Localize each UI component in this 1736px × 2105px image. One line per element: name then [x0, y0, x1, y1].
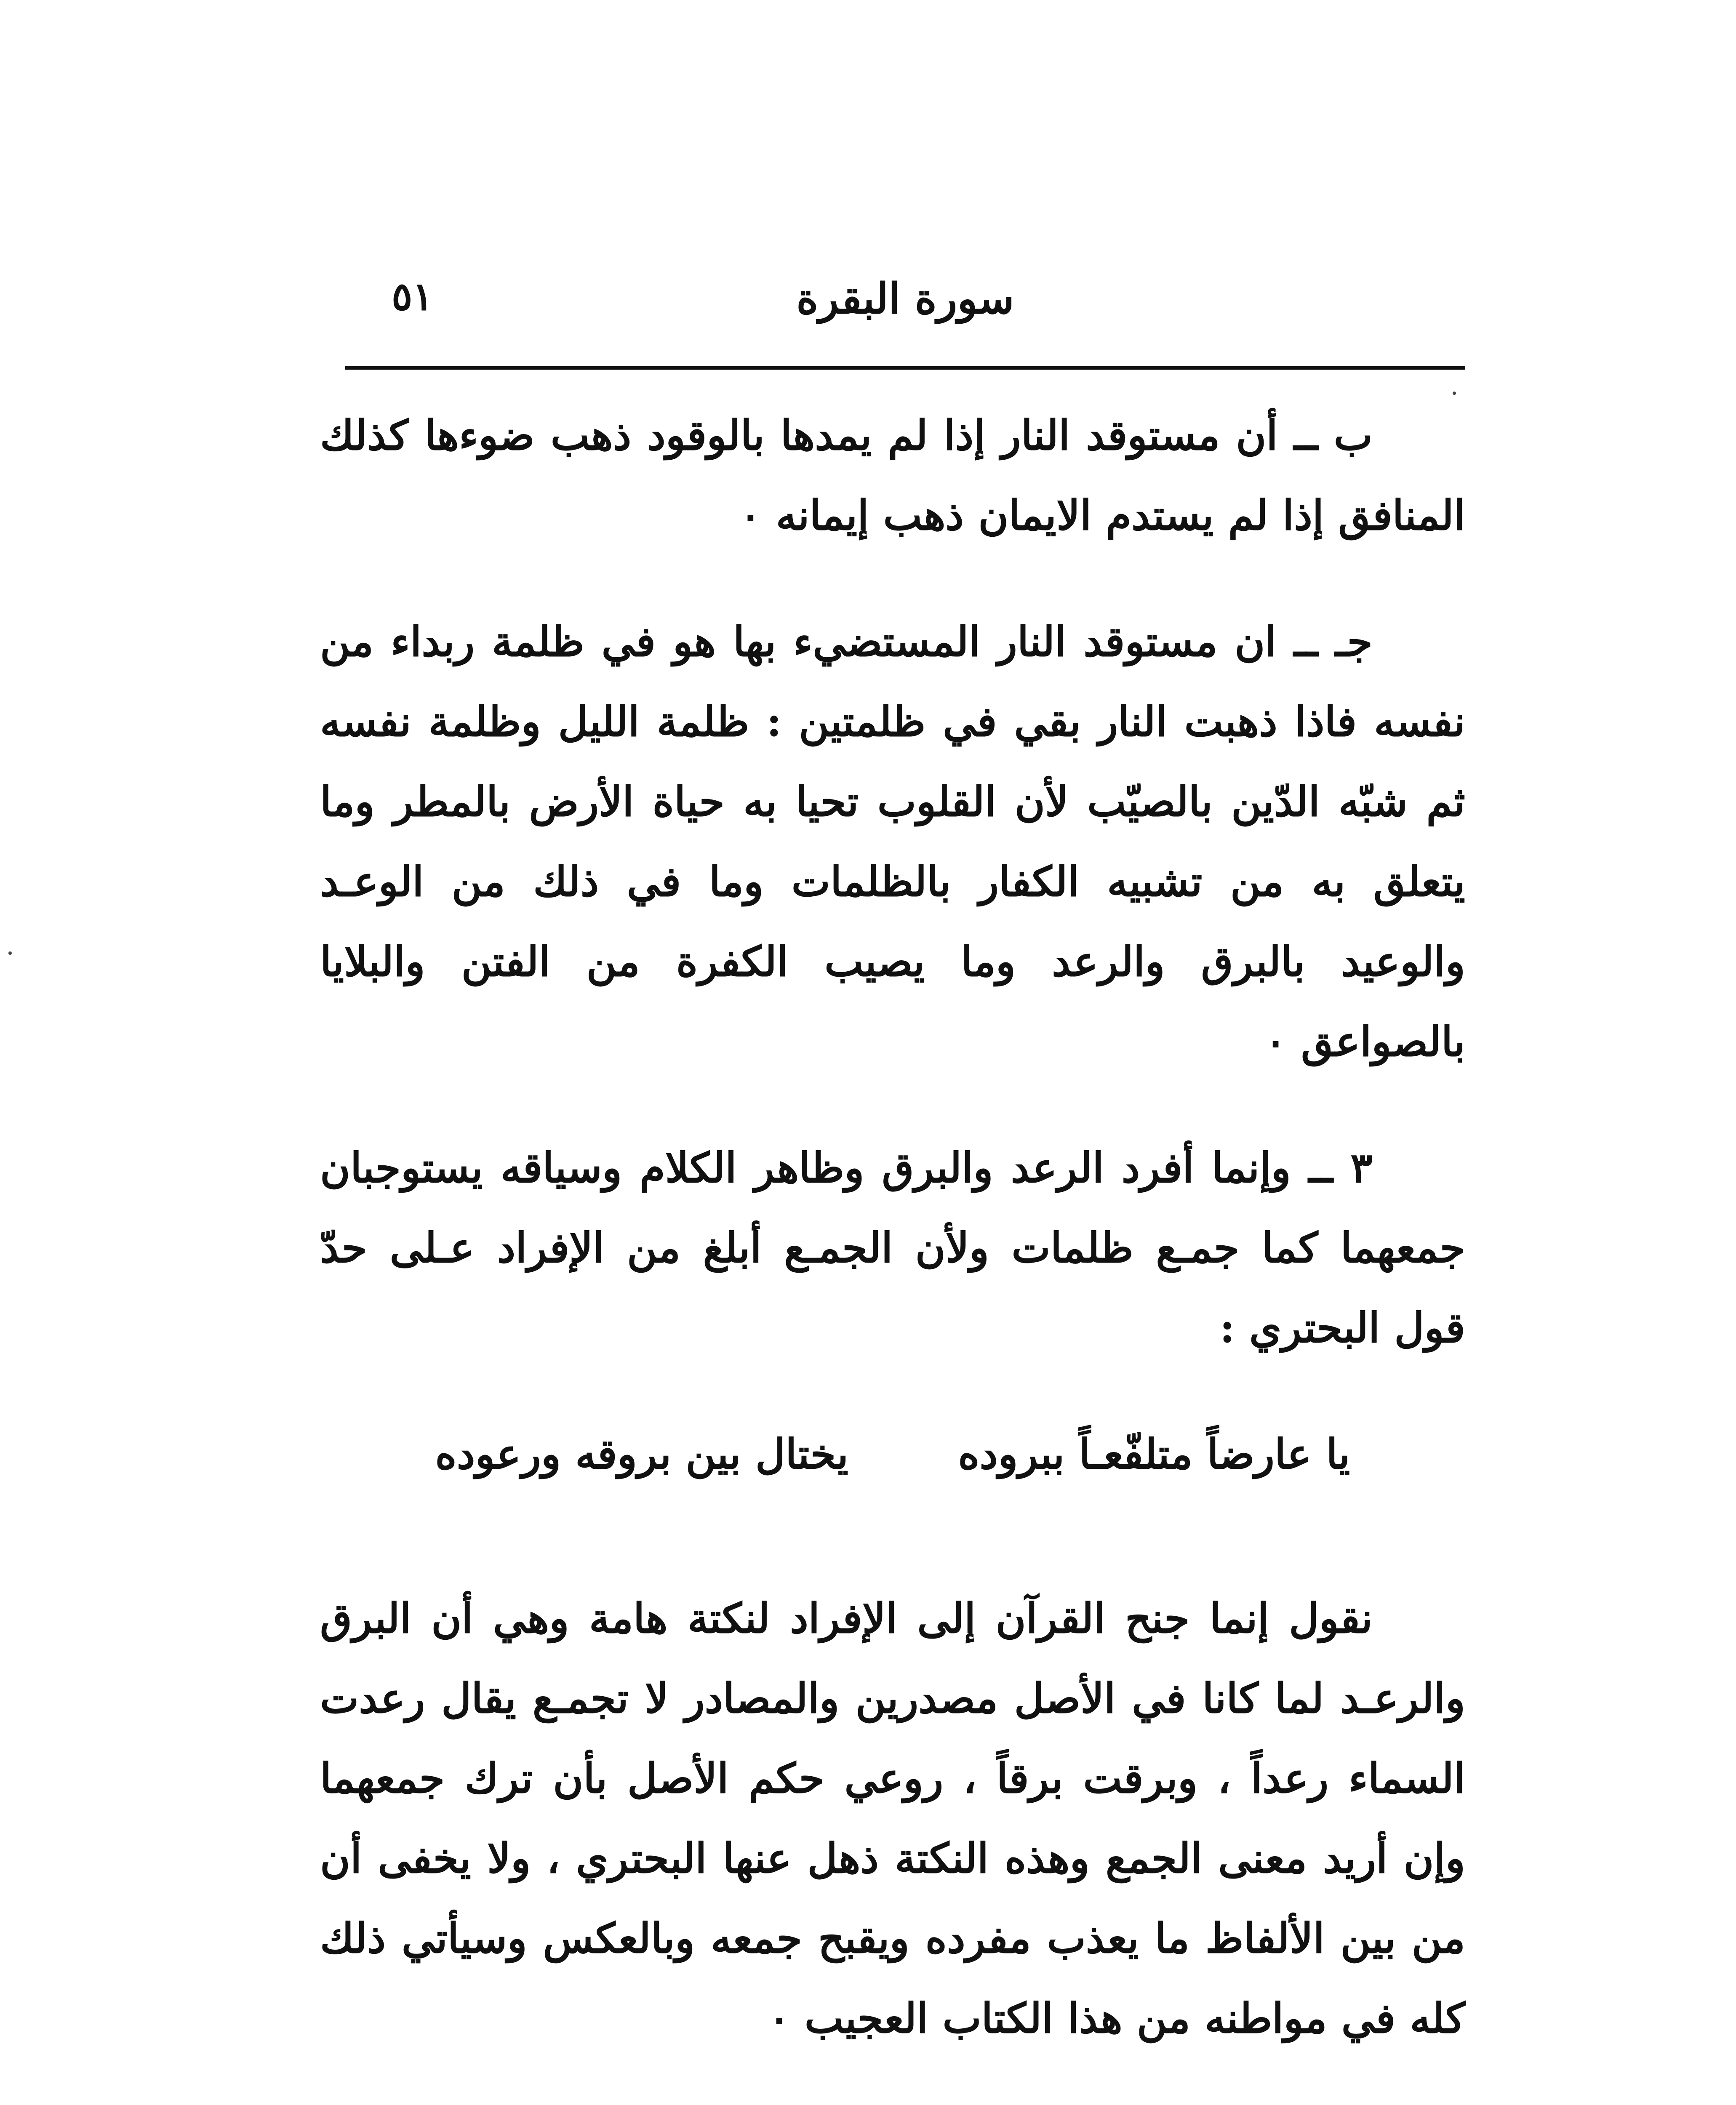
verse-first-hemistich: يا عارضاً متلفّعـاً ببروده: [958, 1430, 1350, 1479]
paragraph-b: ب ــ أن مستوقد النار إذا لم يمدها بالوقود ذهب ضوءها كذلك المنافق إذا لم يستدم الايمان ذهب إيمانه ٠: [320, 411, 1465, 540]
paragraph-jeem: جـ ــ ان مستوقد النار المستضيء بها هو في ظلمة ربداء من نفسه فاذا ذهبت النار بقي في ظلمتين : ظلمة الليل وظلمة نفسه ثم شبّه الدّين بالصيّب لأن القلوب تحيا به حياة الأرض بالمطر وما يتعلق به من تشبيه الكفار بالظلمات وما في ذلك من الوعـد والوعيد بالبرق والرعد وما يصيب الكفرة من الفتن والبلايا بالصواعق ٠: [320, 618, 1465, 1066]
scan-speck: [8, 951, 12, 955]
header-rule: [345, 366, 1465, 370]
page-number: ٥١: [392, 274, 433, 319]
verse-second-hemistich: يختال بين بروقه ورعوده: [435, 1430, 849, 1479]
poetry-verse: [320, 1415, 1465, 1495]
body-text: [320, 396, 1465, 2105]
scan-speck: [1453, 392, 1456, 395]
page-header: [345, 269, 1465, 345]
paragraph-commentary: نقول إنما جنح القرآن إلى الإفراد لنكتة هامة وهي أن البرق والرعـد لما كانا في الأصل مصدرين والمصادر لا تجمـع يقال رعدت السماء رعداً ، وبرقت برقاً ، روعي حكم الأصل بأن ترك جمعهما وإن أريد معنى الجمع وهذه النكتة ذهل عنها البحتري ، ولا يخفى أن من بين الألفاظ ما يعذب مفرده ويقبح جمعه وبالعكس وسيأتي ذلك كله في مواطنه من هذا الكتاب العجيب ٠: [320, 1594, 1465, 2043]
running-title: سورة البقرة: [796, 274, 1014, 323]
paragraph-3: ٣ ــ وإنما أفرد الرعد والبرق وظاهر الكلام وسياقه يستوجبان جمعهما كما جمـع ظلمات ولأن الجمـع أبلغ من الإفراد عـلى حدّ قول البحتري :: [320, 1144, 1465, 1352]
